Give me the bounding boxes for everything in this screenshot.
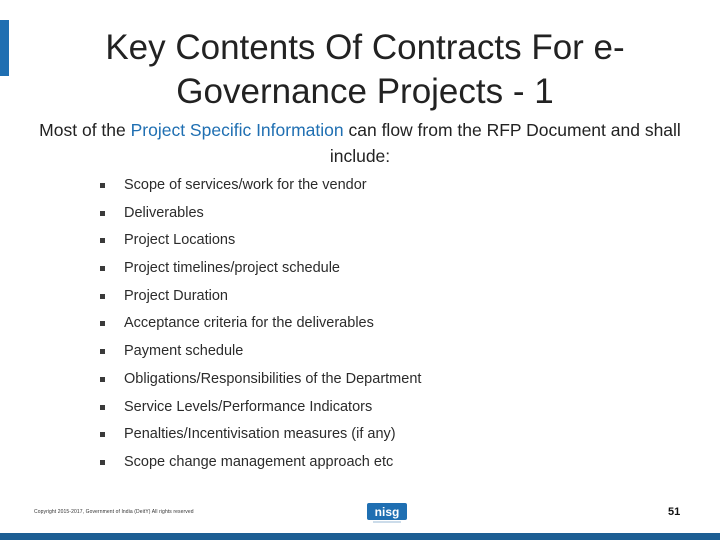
square-bullet-icon bbox=[100, 294, 105, 299]
slide-title bbox=[60, 26, 670, 114]
square-bullet-icon bbox=[100, 377, 105, 382]
bullet-item bbox=[100, 449, 421, 477]
title-line-2: Governance Projects - 1 bbox=[176, 72, 554, 111]
bullet-text: Obligations/Responsibilities of the Department bbox=[124, 370, 422, 387]
bullet-text: Deliverables bbox=[124, 204, 204, 221]
content-bullet-list bbox=[100, 172, 421, 477]
slide-subtitle bbox=[20, 117, 700, 169]
bottom-bar bbox=[0, 533, 720, 540]
subtitle-suffix: can flow from the RFP Document and shall include: bbox=[329, 120, 681, 166]
page-number: 51 bbox=[668, 506, 681, 518]
bullet-text: Payment schedule bbox=[124, 343, 244, 360]
logo-text: nisg bbox=[374, 505, 400, 519]
subtitle-prefix: Most of the bbox=[39, 120, 131, 140]
square-bullet-icon bbox=[100, 460, 105, 465]
copyright-text: Copyright 2015-2017, Government of India (DeitY) All rights reserved bbox=[34, 509, 194, 515]
nisg-logo bbox=[367, 503, 407, 524]
bullet-item bbox=[100, 421, 421, 449]
bullet-item bbox=[100, 366, 421, 394]
bullet-item bbox=[100, 310, 421, 338]
bullet-text: Acceptance criteria for the deliverables bbox=[124, 315, 374, 332]
square-bullet-icon bbox=[100, 321, 105, 326]
title-line-1: Key Contents Of Contracts For e- bbox=[105, 28, 625, 67]
bullet-text: Project Duration bbox=[124, 287, 228, 304]
bullet-item bbox=[100, 338, 421, 366]
bullet-text: Project Locations bbox=[124, 232, 236, 249]
bullet-item bbox=[100, 394, 421, 422]
title-accent-bar bbox=[0, 20, 9, 76]
square-bullet-icon bbox=[100, 183, 105, 188]
square-bullet-icon bbox=[100, 349, 105, 354]
bullet-item bbox=[100, 255, 421, 283]
bullet-text: Penalties/Incentivisation measures (if any) bbox=[124, 426, 396, 443]
bullet-text: Service Levels/Performance Indicators bbox=[124, 398, 373, 415]
bullet-text: Project timelines/project schedule bbox=[124, 260, 340, 277]
bullet-text: Scope change management approach etc bbox=[124, 453, 394, 470]
bullet-item bbox=[100, 283, 421, 311]
square-bullet-icon bbox=[100, 211, 105, 216]
bullet-item bbox=[100, 227, 421, 255]
square-bullet-icon bbox=[100, 432, 105, 437]
square-bullet-icon bbox=[100, 238, 105, 243]
bullet-item bbox=[100, 200, 421, 228]
square-bullet-icon bbox=[100, 266, 105, 271]
bullet-text: Scope of services/work for the vendor bbox=[124, 177, 367, 193]
subtitle-highlight: Project Specific Information bbox=[130, 120, 344, 140]
bullet-item bbox=[100, 172, 421, 200]
square-bullet-icon bbox=[100, 405, 105, 410]
